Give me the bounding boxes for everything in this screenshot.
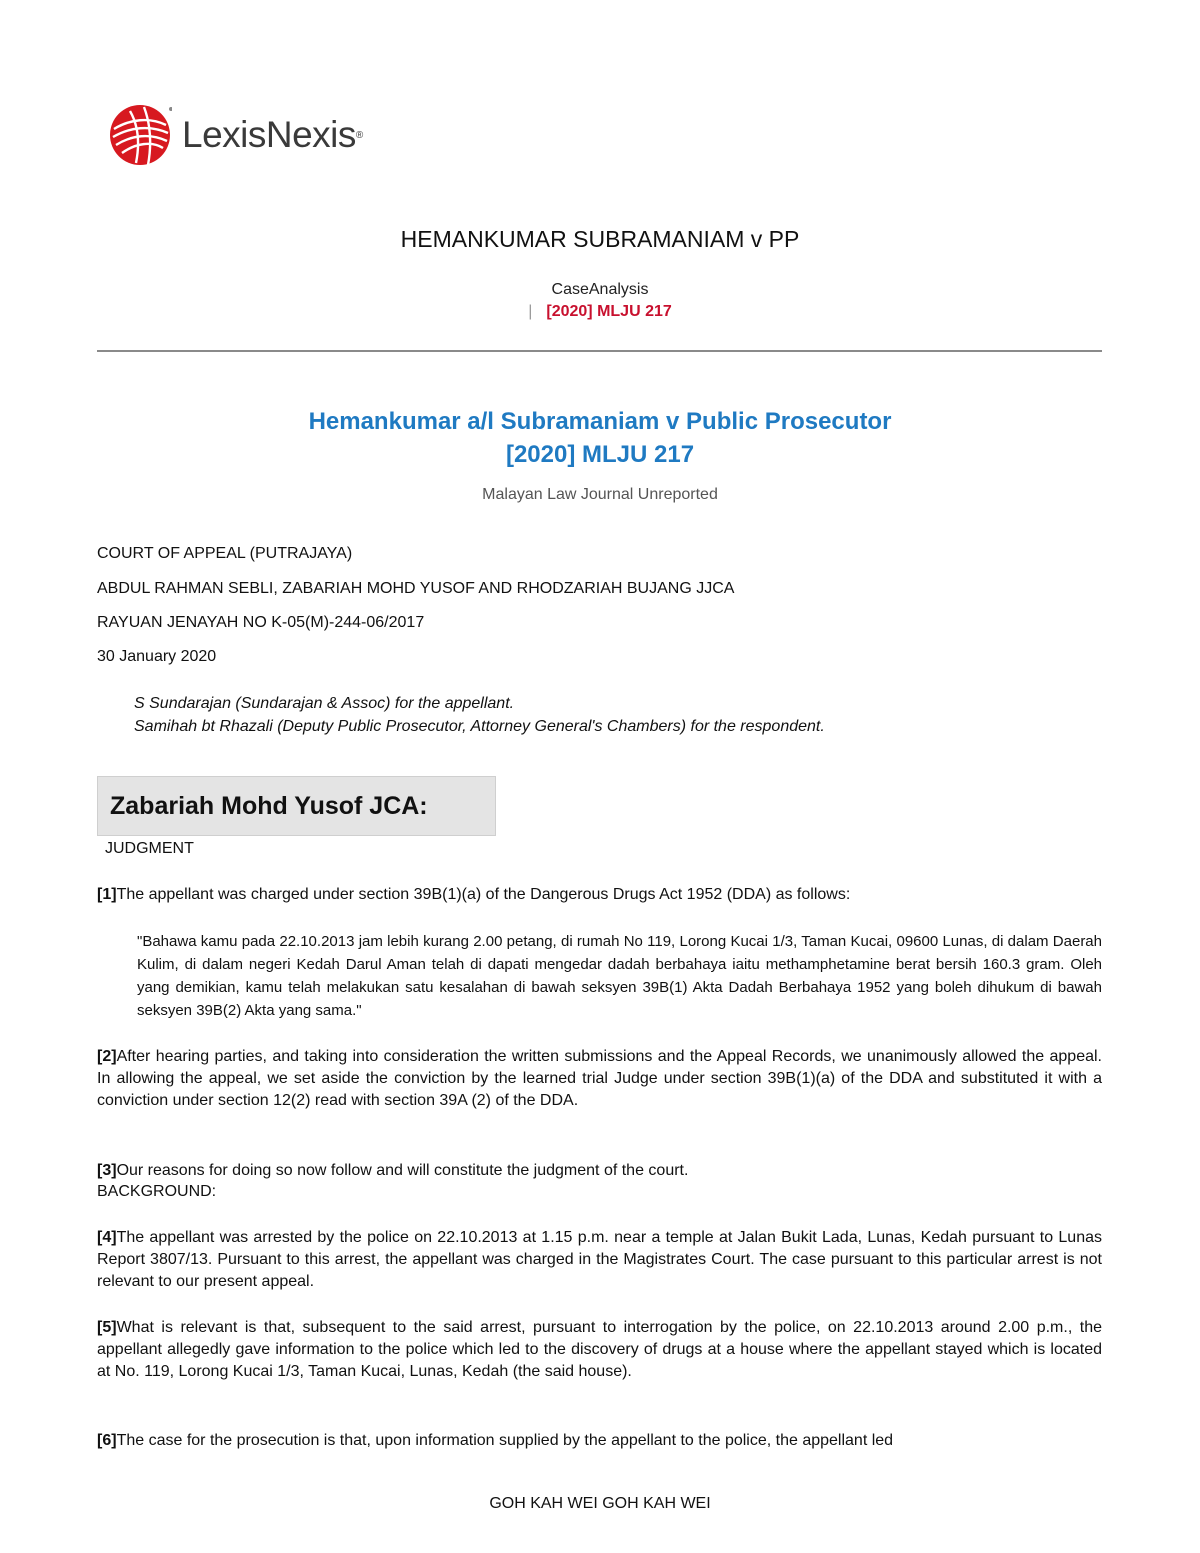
document-type: CaseAnalysis <box>551 281 649 298</box>
court-name: COURT OF APPEAL (PUTRAJAYA) <box>97 545 353 562</box>
paragraph-text: The appellant was charged under section 39B(1)(a) of the Dangerous Drugs Act 1952 (DDA) as follows: <box>116 886 851 903</box>
paragraph-3 <box>97 1160 1102 1182</box>
lexisnexis-logo <box>108 100 363 170</box>
section-heading-background: BACKGROUND: <box>97 1183 217 1200</box>
paragraph-text: After hearing parties, and taking into consideration the written submissions and the Appeal Records, we unanimously allowed the appeal. In allowing the appeal, we set aside the conviction by the learned trial Judge under section 39B(1)(a) of the DDA and substituted it with a conviction under section 12(2) read with section 39A (2) of the DDA. <box>97 1048 1102 1109</box>
paragraph-text: The appellant was arrested by the police on 22.10.2013 at 1.15 p.m. near a temple at Jalan Bukit Lada, Lunas, Kedah pursuant to Lunas Report 3807/13. Pursuant to this arrest, the appellant was charged in the Magistrates Court. The case pursuant to this particular arrest is not relevant to our present appeal. <box>97 1229 1102 1290</box>
paragraph-2 <box>97 1046 1102 1112</box>
paragraph-1 <box>97 884 1102 906</box>
lexisnexis-globe-icon <box>108 103 172 167</box>
judge-heading: Zabariah Mohd Yusof JCA: <box>97 776 496 836</box>
paragraph-number: [5] <box>97 1319 117 1336</box>
decision-date: 30 January 2020 <box>97 648 217 665</box>
judges-list: ABDUL RAHMAN SEBLI, ZABARIAH MOHD YUSOF AND RHODZARIAH BUJANG JJCA <box>97 580 735 597</box>
journal-name: Malayan Law Journal Unreported <box>482 486 718 503</box>
registered-mark: ® <box>355 129 364 141</box>
paragraph-number: [6] <box>97 1432 117 1449</box>
paragraph-5 <box>97 1317 1102 1383</box>
case-name: Hemankumar a/l Subramaniam v Public Prosecutor <box>308 408 892 435</box>
judgment-label: JUDGMENT <box>105 840 194 857</box>
paragraph-4 <box>97 1227 1102 1293</box>
paragraph-text: What is relevant is that, subsequent to the said arrest, pursuant to interrogation by the police, on 22.10.2013 around 2.00 p.m., the appellant allegedly gave information to the police which led to the discovery of drugs at a house where the appellant stayed which is located at No. 119, Lorong Kucai 1/3, Taman Kucai, Lunas, Kedah (the said house). <box>97 1319 1102 1380</box>
header-divider <box>97 350 1102 352</box>
counsel-appellant: S Sundarajan (Sundarajan & Assoc) for the appellant. <box>134 695 515 712</box>
appeal-number: RAYUAN JENAYAH NO K-05(M)-244-06/2017 <box>97 614 425 631</box>
citation-separator: | <box>528 303 533 320</box>
paragraph-number: [1] <box>97 886 117 903</box>
paragraph-text: The case for the prosecution is that, upon information supplied by the appellant to the police, the appellant led <box>116 1432 894 1449</box>
paragraph-number: [4] <box>97 1229 117 1246</box>
logo-wordmark: LexisNexis <box>182 114 356 155</box>
document-title: HEMANKUMAR SUBRAMANIAM v PP <box>400 226 800 252</box>
document-citation: [2020] MLJU 217 <box>546 303 672 320</box>
paragraph-number: [2] <box>97 1048 117 1065</box>
paragraph-6 <box>97 1430 1102 1452</box>
paragraph-text: Our reasons for doing so now follow and will constitute the judgment of the court. <box>116 1162 689 1179</box>
paragraph-number: [3] <box>97 1162 117 1179</box>
page-footer: GOH KAH WEI GOH KAH WEI <box>489 1495 711 1512</box>
case-citation: [2020] MLJU 217 <box>505 441 695 468</box>
counsel-respondent: Samihah bt Rhazali (Deputy Public Prosecutor, Attorney General's Chambers) for the respondent. <box>134 718 825 735</box>
charge-quote: "Bahawa kamu pada 22.10.2013 jam lebih kurang 2.00 petang, di rumah No 119, Lorong Kucai 1/3, Taman Kucai, 09600 Lunas, di dalam Daerah Kulim, di dalam negeri Kedah Darul Aman telah di dapati mengedar dadah berbahaya iaitu methamphetamine berat bersih 160.3 gram. Oleh yang demikian, kamu telah melakukan satu kesalahan di bawah seksyen 39B(1) Akta Dadah Berbahaya 1952 yang boleh dihukum di bawah seksyen 39B(2) Akta yang sama." <box>137 933 1102 1019</box>
document-citation-line <box>0 303 1200 321</box>
